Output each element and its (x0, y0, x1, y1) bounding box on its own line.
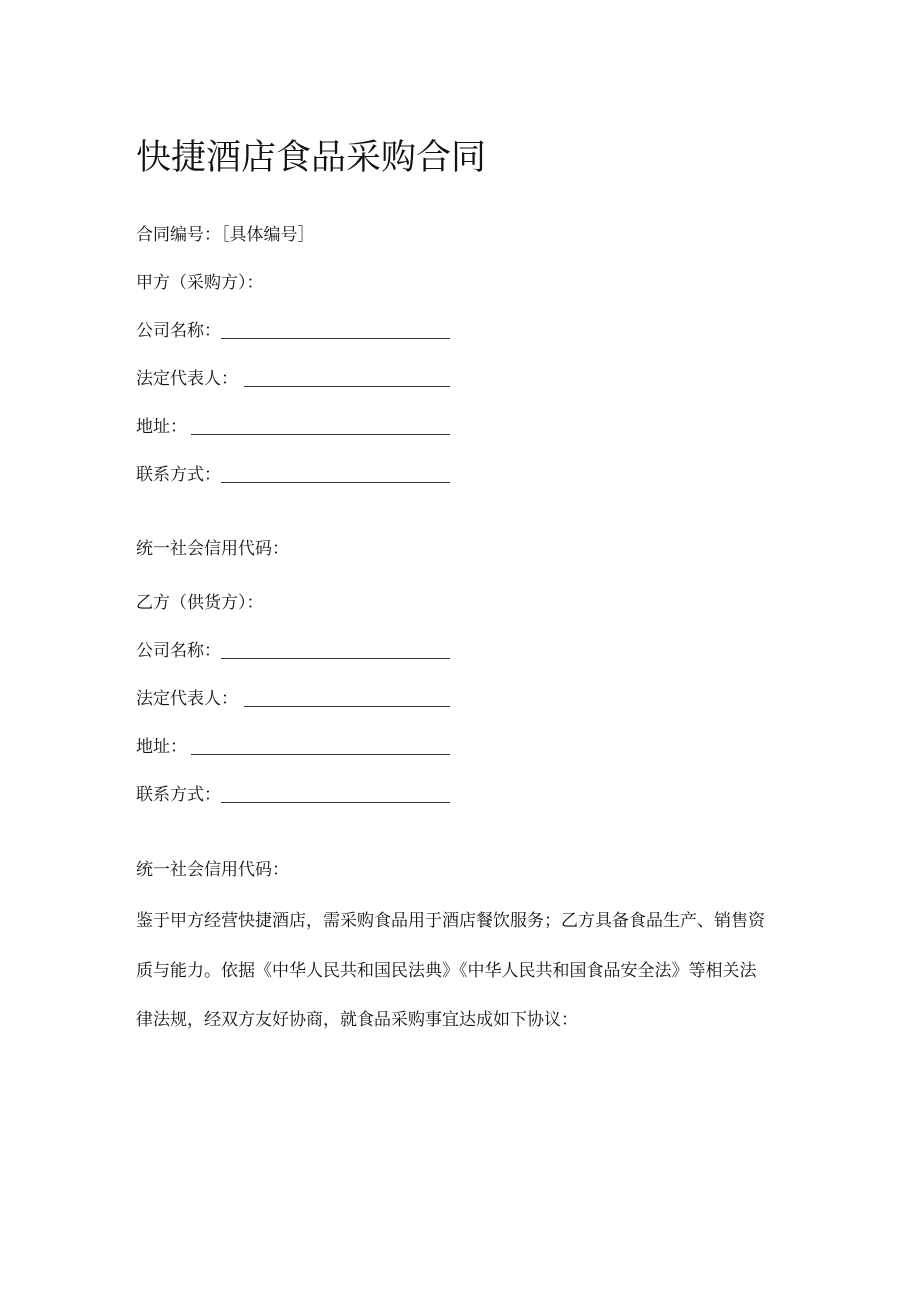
contract-title: 快捷酒店食品采购合同 (136, 138, 487, 178)
preamble-paragraph (136, 897, 776, 1046)
party-a-company-name-label: 公司名称： (136, 321, 221, 341)
party-b-address-blank[interactable] (191, 754, 450, 755)
party-b-legal-rep-blank[interactable] (244, 706, 450, 707)
party-a-address-blank[interactable] (191, 434, 450, 435)
contract-number: 合同编号：［具体编号］ (136, 225, 315, 245)
party-a-contact-label: 联系方式： (136, 465, 221, 485)
party-a-company-name-blank[interactable] (221, 338, 450, 339)
party-a-credit-code-label: 统一社会信用代码： (136, 539, 289, 559)
party-b-company-name-label: 公司名称： (136, 641, 221, 661)
party-a-contact-blank[interactable] (221, 482, 450, 483)
party-b-legal-rep-label: 法定代表人： (136, 689, 238, 709)
party-b-company-name-blank[interactable] (221, 658, 450, 659)
party-b-address-label: 地址： (136, 737, 187, 757)
party-b-credit-code-label: 统一社会信用代码： (136, 860, 289, 880)
preamble-line-3: 律法规，经双方友好协商，就食品采购事宜达成如下协议： (136, 1010, 578, 1030)
party-b-contact-label: 联系方式： (136, 785, 221, 805)
preamble-line-2: 质与能力。依据《中华人民共和国民法典》《中华人民共和国食品安全法》等相关法 (136, 960, 757, 981)
party-a-legal-rep-blank[interactable] (244, 386, 450, 387)
party-a-legal-rep-label: 法定代表人： (136, 369, 238, 389)
party-a-address-label: 地址： (136, 417, 187, 437)
party-b-contact-blank[interactable] (221, 802, 450, 803)
party-b-heading: 乙方（供货方）： (136, 593, 264, 613)
party-a-heading: 甲方（采购方）： (136, 273, 264, 293)
preamble-line-1: 鉴于甲方经营快捷酒店，需采购食品用于酒店餐饮服务；乙方具备食品生产、销售资 (136, 911, 765, 931)
